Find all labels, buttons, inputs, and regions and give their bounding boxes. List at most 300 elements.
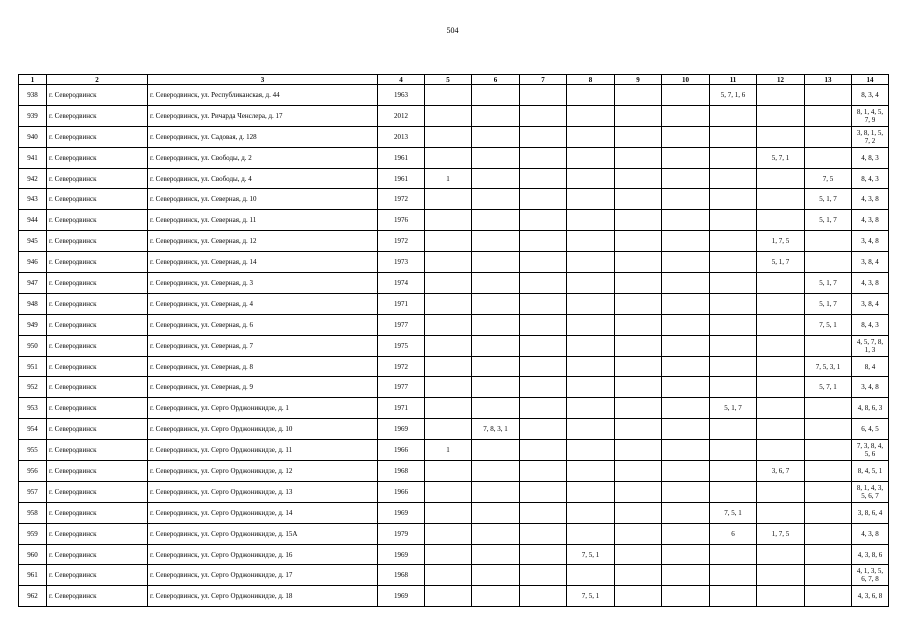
table-cell: 6	[710, 523, 757, 544]
table-cell: 8, 1, 4, 3, 5, 6, 7	[852, 481, 889, 502]
table-cell	[567, 461, 615, 482]
table-cell	[425, 273, 472, 294]
table-cell	[757, 502, 805, 523]
table-cell	[710, 461, 757, 482]
table-cell: 8, 3, 4	[852, 85, 889, 106]
table-cell	[710, 356, 757, 377]
column-header: 3	[148, 75, 378, 85]
table-cell	[567, 85, 615, 106]
table-cell	[615, 523, 662, 544]
table-cell	[567, 168, 615, 189]
table-cell	[662, 168, 710, 189]
table-cell: г. Северодвинск, ул. Серго Орджоникидзе, д. 11	[148, 440, 378, 461]
table-row	[19, 440, 889, 461]
table-cell: 4, 3, 8	[852, 523, 889, 544]
table-cell	[615, 273, 662, 294]
table-cell: г. Северодвинск	[47, 335, 148, 356]
table-cell	[567, 440, 615, 461]
table-cell: 949	[19, 314, 47, 335]
table-cell	[615, 461, 662, 482]
table-cell	[520, 231, 567, 252]
column-header: 13	[805, 75, 852, 85]
table-cell	[472, 502, 520, 523]
table-cell: г. Северодвинск	[47, 502, 148, 523]
table-cell: 948	[19, 293, 47, 314]
table-cell	[662, 314, 710, 335]
table-cell: г. Северодвинск	[47, 565, 148, 586]
table-cell: 5, 7, 1	[805, 377, 852, 398]
table-cell	[757, 335, 805, 356]
table-cell: 3, 4, 8	[852, 231, 889, 252]
table-cell	[757, 314, 805, 335]
table-cell: г. Северодвинск, ул. Северная, д. 8	[148, 356, 378, 377]
table-row	[19, 356, 889, 377]
table-cell: г. Северодвинск	[47, 210, 148, 231]
table-cell	[425, 419, 472, 440]
table-cell	[615, 398, 662, 419]
table-cell	[757, 544, 805, 565]
table-cell	[472, 586, 520, 607]
table-cell	[805, 481, 852, 502]
table-cell	[662, 189, 710, 210]
table-cell: г. Северодвинск, ул. Серго Орджоникидзе, д. 1	[148, 398, 378, 419]
table-cell	[425, 231, 472, 252]
table-cell	[662, 419, 710, 440]
table-cell: г. Северодвинск	[47, 544, 148, 565]
table-cell	[567, 231, 615, 252]
table-cell: г. Северодвинск, ул. Республиканская, д. 44	[148, 85, 378, 106]
table-cell: 7, 5, 1	[567, 586, 615, 607]
table-cell	[425, 252, 472, 273]
table-cell	[567, 105, 615, 126]
table-row	[19, 481, 889, 502]
table-cell	[520, 126, 567, 147]
table-cell	[567, 147, 615, 168]
table-cell	[615, 586, 662, 607]
table-cell	[710, 252, 757, 273]
table-cell: 7, 8, 3, 1	[472, 419, 520, 440]
table-cell: г. Северодвинск, ул. Свободы, д. 2	[148, 147, 378, 168]
table-cell	[520, 523, 567, 544]
table-cell: г. Северодвинск, ул. Северная, д. 4	[148, 293, 378, 314]
table-cell: 1972	[378, 231, 425, 252]
table-cell: 8, 4	[852, 356, 889, 377]
table-row	[19, 502, 889, 523]
table-cell: 955	[19, 440, 47, 461]
table-cell: 1963	[378, 85, 425, 106]
table-cell: 1968	[378, 565, 425, 586]
table-cell	[805, 105, 852, 126]
table-cell: г. Северодвинск	[47, 126, 148, 147]
table-cell: 1971	[378, 398, 425, 419]
table-row	[19, 565, 889, 586]
table-cell	[520, 461, 567, 482]
table-cell: 962	[19, 586, 47, 607]
table-cell	[425, 356, 472, 377]
table-row	[19, 105, 889, 126]
table-cell	[472, 210, 520, 231]
table-cell	[805, 419, 852, 440]
table-cell	[615, 419, 662, 440]
table-cell	[615, 440, 662, 461]
table-cell: 959	[19, 523, 47, 544]
table-cell: 952	[19, 377, 47, 398]
table-cell: 1, 7, 5	[757, 523, 805, 544]
table-row	[19, 252, 889, 273]
table-cell	[615, 565, 662, 586]
table-cell: 8, 1, 4, 5, 7, 9	[852, 105, 889, 126]
table-cell	[662, 586, 710, 607]
table-cell: 3, 8, 1, 5, 7, 2	[852, 126, 889, 147]
table-cell	[567, 126, 615, 147]
table-cell	[615, 189, 662, 210]
table-cell	[757, 126, 805, 147]
table-header-row	[19, 75, 889, 85]
table-cell: 2012	[378, 105, 425, 126]
table-cell	[805, 523, 852, 544]
table-cell	[710, 189, 757, 210]
table-cell: г. Северодвинск	[47, 231, 148, 252]
table-cell	[757, 586, 805, 607]
table-cell	[757, 377, 805, 398]
table-cell: 941	[19, 147, 47, 168]
table-cell	[805, 126, 852, 147]
table-cell	[472, 481, 520, 502]
table-row	[19, 147, 889, 168]
table-cell	[710, 377, 757, 398]
table-cell	[425, 126, 472, 147]
table-cell: 1	[425, 440, 472, 461]
table-row	[19, 398, 889, 419]
table-cell: г. Северодвинск, ул. Северная, д. 10	[148, 189, 378, 210]
table-cell: 5, 1, 7	[710, 398, 757, 419]
table-row	[19, 314, 889, 335]
page-number: 504	[446, 26, 459, 35]
table-cell: 7, 3, 8, 4, 5, 6	[852, 440, 889, 461]
table-cell: 4, 3, 8	[852, 210, 889, 231]
table-cell: 5, 1, 7	[757, 252, 805, 273]
table-cell: 5, 1, 7	[805, 210, 852, 231]
table-cell	[520, 544, 567, 565]
table-cell	[805, 461, 852, 482]
table-cell: 961	[19, 565, 47, 586]
table-row	[19, 335, 889, 356]
table-cell	[757, 273, 805, 294]
table-cell	[662, 252, 710, 273]
table-cell: 953	[19, 398, 47, 419]
table-cell	[662, 377, 710, 398]
table-cell: 1972	[378, 189, 425, 210]
table-cell	[567, 293, 615, 314]
table-cell	[567, 565, 615, 586]
table-cell	[805, 565, 852, 586]
table-cell: 1961	[378, 147, 425, 168]
table-cell	[805, 231, 852, 252]
table-cell	[567, 210, 615, 231]
table-cell	[805, 85, 852, 106]
table-cell: 958	[19, 502, 47, 523]
table-cell	[472, 147, 520, 168]
table-cell	[520, 293, 567, 314]
table-row	[19, 419, 889, 440]
table-cell: 6, 4, 5	[852, 419, 889, 440]
table-cell	[425, 586, 472, 607]
table-cell: г. Северодвинск	[47, 523, 148, 544]
table-cell: 5, 7, 1, 6	[710, 85, 757, 106]
table-cell	[520, 440, 567, 461]
table-cell: г. Северодвинск	[47, 293, 148, 314]
table-cell	[520, 502, 567, 523]
housing-registry-table	[18, 74, 889, 607]
table-row	[19, 523, 889, 544]
table-cell: 4, 3, 8	[852, 273, 889, 294]
table-cell	[662, 335, 710, 356]
table-cell: 1973	[378, 252, 425, 273]
table-cell: г. Северодвинск, ул. Серго Орджоникидзе, д. 16	[148, 544, 378, 565]
table-cell	[520, 377, 567, 398]
table-cell: г. Северодвинск	[47, 85, 148, 106]
table-cell	[662, 210, 710, 231]
table-cell	[567, 377, 615, 398]
table-cell	[520, 314, 567, 335]
table-cell: г. Северодвинск, ул. Северная, д. 12	[148, 231, 378, 252]
table-cell	[520, 398, 567, 419]
table-cell: 1977	[378, 314, 425, 335]
table-cell	[520, 210, 567, 231]
table-cell	[615, 252, 662, 273]
table-cell	[472, 565, 520, 586]
table-cell: г. Северодвинск	[47, 356, 148, 377]
table-cell	[615, 85, 662, 106]
table-cell: г. Северодвинск, ул. Серго Орджоникидзе, д. 17	[148, 565, 378, 586]
table-cell: г. Северодвинск	[47, 252, 148, 273]
table-cell: 947	[19, 273, 47, 294]
table-row	[19, 85, 889, 106]
table-cell	[662, 481, 710, 502]
table-row	[19, 210, 889, 231]
table-cell	[805, 335, 852, 356]
table-cell: 3, 8, 4	[852, 252, 889, 273]
table-cell	[805, 398, 852, 419]
table-cell	[425, 189, 472, 210]
table-cell	[710, 231, 757, 252]
table-cell: 1969	[378, 586, 425, 607]
table-cell	[520, 85, 567, 106]
table-cell: 1975	[378, 335, 425, 356]
table-cell	[520, 273, 567, 294]
table-cell	[710, 544, 757, 565]
table-cell	[757, 85, 805, 106]
table-cell	[662, 293, 710, 314]
table-cell: г. Северодвинск	[47, 461, 148, 482]
table-cell: 5, 1, 7	[805, 273, 852, 294]
column-header: 2	[47, 75, 148, 85]
table-cell	[710, 293, 757, 314]
table-cell: 1971	[378, 293, 425, 314]
table-cell: г. Северодвинск	[47, 314, 148, 335]
column-header: 14	[852, 75, 889, 85]
table-cell: 960	[19, 544, 47, 565]
table-cell	[615, 293, 662, 314]
table-cell: 4, 5, 7, 8, 1, 3	[852, 335, 889, 356]
table-cell: 943	[19, 189, 47, 210]
table-cell	[662, 565, 710, 586]
table-cell	[520, 105, 567, 126]
table-cell	[615, 126, 662, 147]
table-cell	[425, 461, 472, 482]
table-cell: г. Северодвинск, ул. Серго Орджоникидзе, д. 13	[148, 481, 378, 502]
table-cell: 945	[19, 231, 47, 252]
table-cell: 4, 8, 3	[852, 147, 889, 168]
table-cell	[662, 85, 710, 106]
table-cell	[615, 335, 662, 356]
table-cell: г. Северодвинск	[47, 586, 148, 607]
table-cell	[567, 189, 615, 210]
table-cell	[710, 314, 757, 335]
table-cell: 946	[19, 252, 47, 273]
table-cell	[662, 105, 710, 126]
table-cell: 4, 8, 6, 3	[852, 398, 889, 419]
table-cell: 4, 3, 8	[852, 189, 889, 210]
table-cell	[472, 105, 520, 126]
table-cell	[615, 377, 662, 398]
table-cell	[710, 168, 757, 189]
table-cell: 5, 1, 7	[805, 189, 852, 210]
table-cell	[662, 398, 710, 419]
table-cell: 1966	[378, 440, 425, 461]
table-cell	[520, 252, 567, 273]
table-cell: г. Северодвинск, ул. Северная, д. 3	[148, 273, 378, 294]
table-cell	[662, 440, 710, 461]
table-cell	[425, 523, 472, 544]
table-cell	[710, 210, 757, 231]
table-cell	[757, 168, 805, 189]
table-cell	[757, 565, 805, 586]
table-cell	[425, 398, 472, 419]
table-cell: 1969	[378, 544, 425, 565]
table-cell	[662, 147, 710, 168]
table-cell	[662, 231, 710, 252]
table-cell: г. Северодвинск, ул. Северная, д. 6	[148, 314, 378, 335]
column-header: 7	[520, 75, 567, 85]
table-cell: 956	[19, 461, 47, 482]
table-cell	[425, 481, 472, 502]
table-cell: г. Северодвинск, ул. Серго Орджоникидзе, д. 18	[148, 586, 378, 607]
table-cell	[472, 398, 520, 419]
table-cell: г. Северодвинск, ул. Северная, д. 14	[148, 252, 378, 273]
table-cell	[472, 293, 520, 314]
table-cell	[757, 356, 805, 377]
table-cell: 1961	[378, 168, 425, 189]
table-cell	[615, 314, 662, 335]
table-row	[19, 586, 889, 607]
table-cell: 951	[19, 356, 47, 377]
table-cell	[472, 523, 520, 544]
table-cell	[805, 544, 852, 565]
table-cell: 7, 5, 1	[567, 544, 615, 565]
table-cell	[567, 419, 615, 440]
table-cell	[615, 168, 662, 189]
table-cell	[615, 481, 662, 502]
table-cell	[805, 147, 852, 168]
table-cell: г. Северодвинск, ул. Садовая, д. 128	[148, 126, 378, 147]
table-cell	[710, 273, 757, 294]
table-cell: 7, 5, 3, 1	[805, 356, 852, 377]
table-cell	[662, 126, 710, 147]
table-cell	[710, 147, 757, 168]
table-row	[19, 377, 889, 398]
table-cell: г. Северодвинск, ул. Северная, д. 11	[148, 210, 378, 231]
table-row	[19, 168, 889, 189]
table-cell	[472, 273, 520, 294]
table-cell: 940	[19, 126, 47, 147]
column-header: 11	[710, 75, 757, 85]
table-cell: 3, 8, 4	[852, 293, 889, 314]
table-cell	[520, 335, 567, 356]
table-cell	[757, 293, 805, 314]
table-cell: 4, 3, 8, 6	[852, 544, 889, 565]
table-cell: г. Северодвинск, ул. Серго Орджоникидзе, д. 10	[148, 419, 378, 440]
table-cell: г. Северодвинск	[47, 419, 148, 440]
table-cell: г. Северодвинск	[47, 273, 148, 294]
table-cell	[472, 314, 520, 335]
table-cell	[567, 356, 615, 377]
table-cell: г. Северодвинск, ул. Серго Орджоникидзе, д. 14	[148, 502, 378, 523]
table-cell: г. Северодвинск	[47, 440, 148, 461]
table-cell	[805, 586, 852, 607]
table-cell: г. Северодвинск	[47, 189, 148, 210]
table-cell: г. Северодвинск, ул. Серго Орджоникидзе, д. 12	[148, 461, 378, 482]
table-cell	[662, 523, 710, 544]
table-cell	[520, 586, 567, 607]
table-cell	[757, 189, 805, 210]
table-cell	[615, 502, 662, 523]
table-cell	[710, 335, 757, 356]
table-cell: 5, 1, 7	[805, 293, 852, 314]
table-cell	[615, 356, 662, 377]
table-cell	[520, 565, 567, 586]
table-cell	[425, 210, 472, 231]
table-cell	[520, 356, 567, 377]
table-cell: 950	[19, 335, 47, 356]
table-cell	[805, 502, 852, 523]
table-row	[19, 544, 889, 565]
table-cell: 4, 1, 3, 5, 6, 7, 8	[852, 565, 889, 586]
table-cell	[472, 461, 520, 482]
table-cell	[757, 419, 805, 440]
table-cell: 954	[19, 419, 47, 440]
table-cell	[472, 377, 520, 398]
table-cell	[710, 586, 757, 607]
table-row	[19, 273, 889, 294]
table-cell: 1	[425, 168, 472, 189]
table-cell: 944	[19, 210, 47, 231]
table-cell	[425, 502, 472, 523]
table-cell	[615, 147, 662, 168]
table-cell: 3, 6, 7	[757, 461, 805, 482]
table-cell	[615, 105, 662, 126]
table-cell: 3, 8, 6, 4	[852, 502, 889, 523]
table-cell: 8, 4, 3	[852, 168, 889, 189]
table-cell: 1966	[378, 481, 425, 502]
table-cell	[710, 565, 757, 586]
table-cell	[520, 189, 567, 210]
table-cell	[567, 481, 615, 502]
table-cell	[520, 147, 567, 168]
table-cell	[520, 481, 567, 502]
table-cell: 8, 4, 5, 1	[852, 461, 889, 482]
table-cell: 1974	[378, 273, 425, 294]
